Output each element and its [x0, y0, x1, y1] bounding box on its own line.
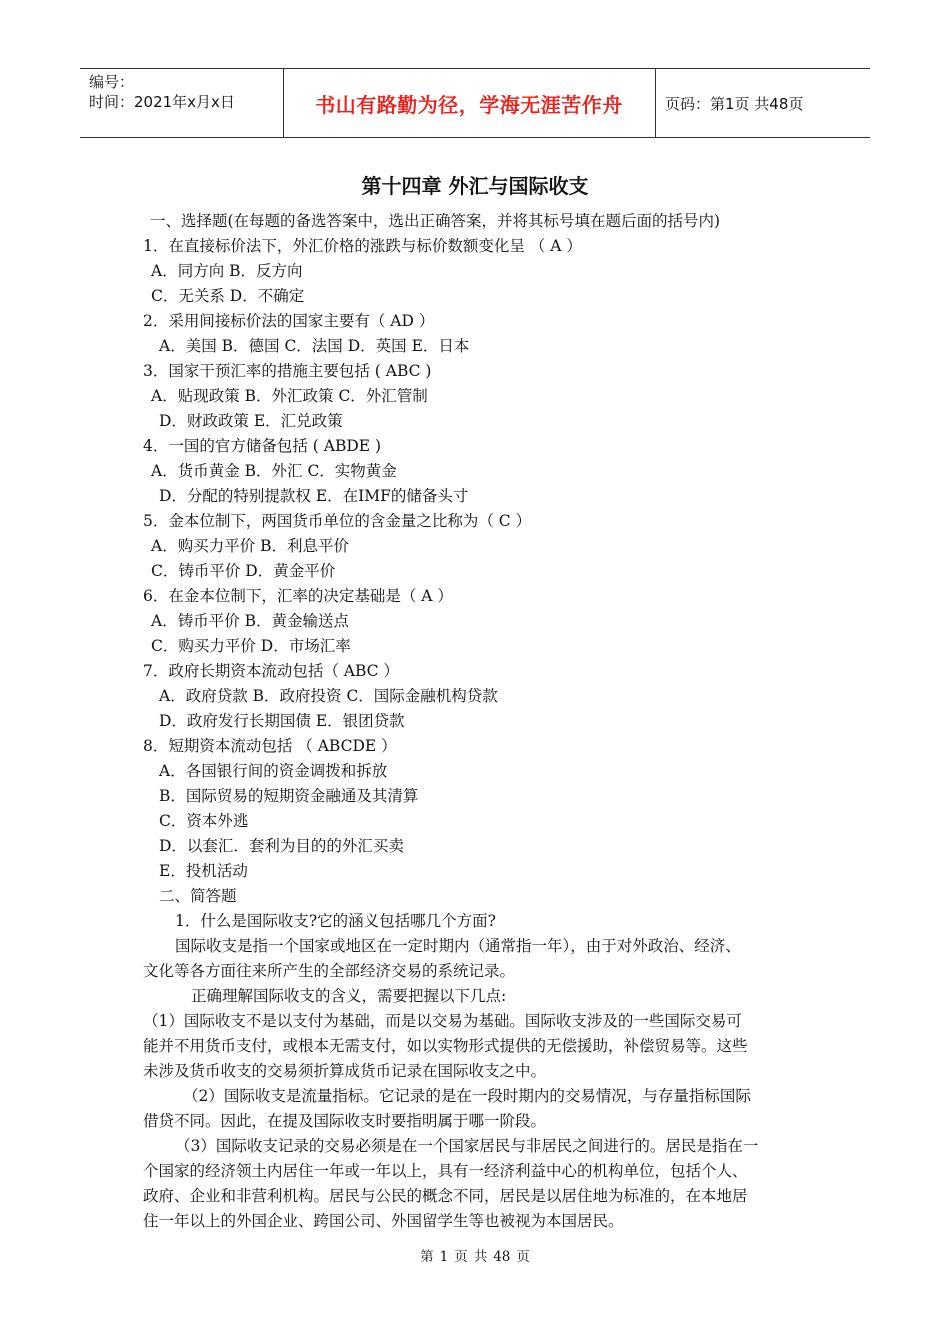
question-text: 6．在金本位制下，汇率的决定基础是（ A ） [143, 587, 453, 605]
page-footer [0, 1245, 950, 1265]
answer-option: C．资本外逃 [159, 812, 249, 830]
paragraph-line: 个国家的经济领土内居住一年或一年以上，具有一经济利益中心的机构单位，包括个人、 [143, 1162, 748, 1180]
section-heading-short-answer: 二、简答题 [159, 887, 237, 905]
answer-options: A．政府贷款 B．政府投资 C．国际金融机构贷款 [159, 687, 498, 705]
answer-options: D．财政政策 E．汇兑政策 [159, 412, 343, 430]
answer-options: D．分配的特别提款权 E．在IMF的储备头寸 [159, 487, 469, 505]
answer-options: C．铸币平价 D．黄金平价 [151, 562, 336, 580]
paragraph-line: （1）国际收支不是以支付为基础，而是以交易为基础。国际收支涉及的一些国际交易可 [143, 1012, 742, 1030]
question-text: 2．采用间接标价法的国家主要有（ AD ） [143, 312, 435, 330]
answer-options: A．同方向 B．反方向 [151, 262, 303, 280]
paragraph-line: 正确理解国际收支的含义，需要把握以下几点: [191, 987, 507, 1005]
question-text: 8．短期资本流动包括 （ ABCDE ） [143, 737, 397, 755]
paragraph-line: 国际收支是指一个国家或地区在一定时期内（通常指一年），由于对外政治、经济、 [175, 937, 741, 955]
paragraph-line: 文化等各方面往来所产生的全部经济交易的系统记录。 [143, 962, 516, 980]
footer-ye: 页 [454, 1249, 468, 1265]
document-header [80, 68, 870, 138]
footer-di: 第 [420, 1249, 434, 1265]
doc-number-label: 编号： [89, 73, 135, 91]
paragraph-line: 政府、企业和非营利机构。居民与公民的概念不同，居民是以居住地为标准的，在本地居 [143, 1187, 748, 1205]
answer-option: E．投机活动 [159, 862, 248, 880]
question-text: 4．一国的官方储备包括 ( ABDE ) [143, 437, 382, 455]
header-motto: 书山有路勤为径，学海无涯苦作舟 [315, 92, 623, 117]
question-text: 5．金本位制下，两国货币单位的含金量之比称为（ C ） [143, 512, 532, 530]
question-text: 7．政府长期资本流动包括（ ABC ） [143, 662, 399, 680]
answer-options: C．购买力平价 D．市场汇率 [151, 637, 351, 655]
paragraph-line: （3）国际收支记录的交易必须是在一个国家居民与非居民之间进行的。居民是指在一 [175, 1137, 759, 1155]
question-text: 3．国家干预汇率的措施主要包括 ( ABC ) [143, 362, 432, 380]
header-page-code: 页码：第1页 共48页 [665, 94, 804, 113]
answer-option: D．以套汇．套利为目的的外汇买卖 [159, 837, 404, 855]
footer-page-number: 1 [439, 1249, 449, 1265]
doc-date: 时间：2021年x月x日 [89, 93, 235, 111]
paragraph-line: 未涉及货币收支的交易须折算成货币记录在国际收支之中。 [143, 1062, 547, 1080]
section-heading-choice: 一、选择题(在每题的备选答案中，选出正确答案，并将其标号填在题后面的括号内) [150, 212, 721, 230]
answer-options: A．贴现政策 B．外汇政策 C．外汇管制 [151, 387, 428, 405]
question-text: 1．在直接标价法下，外汇价格的涨跌与标价数额变化呈 （ A ） [143, 237, 582, 255]
header-meta [89, 72, 235, 112]
answer-options: A．货币黄金 B．外汇 C．实物黄金 [151, 462, 397, 480]
answer-option: A．各国银行间的资金调拨和拆放 [159, 762, 388, 780]
answer-options: C．无关系 D．不确定 [151, 287, 305, 305]
answer-options: A．铸币平价 B．黄金输送点 [151, 612, 350, 630]
footer-ye: 页 [516, 1249, 530, 1265]
chapter-title: 第十四章 外汇与国际收支 [361, 174, 589, 198]
answer-options: A．美国 B．德国 C．法国 D．英国 E．日本 [159, 337, 470, 355]
answer-options: A．购买力平价 B．利息平价 [151, 537, 350, 555]
paragraph-line: 能并不用货币支付，或根本无需支付，如以实物形式提供的无偿援助，补偿贸易等。这些 [143, 1037, 748, 1055]
answer-option: B．国际贸易的短期资金融通及其清算 [159, 787, 419, 805]
paragraph-line: （2）国际收支是流量指标。它记录的是在一段时期内的交易情况，与存量指标国际 [183, 1087, 751, 1105]
question-text: 1．什么是国际收支?它的涵义包括哪几个方面? [175, 912, 496, 930]
paragraph-line: 借贷不同。因此，在提及国际收支时要指明属于哪一阶段。 [143, 1112, 547, 1130]
answer-options: D．政府发行长期国债 E．银团贷款 [159, 712, 405, 730]
footer-total-pages: 48 [493, 1249, 511, 1265]
footer-gong: 共 [473, 1249, 488, 1265]
paragraph-line: 住一年以上的外国企业、跨国公司、外国留学生等也被视为本国居民。 [143, 1212, 624, 1230]
header-divider [655, 69, 656, 137]
